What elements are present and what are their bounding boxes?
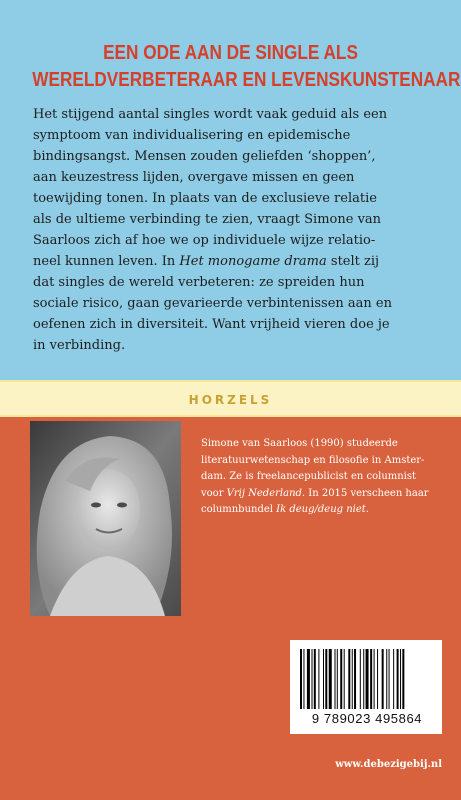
blurb-line: symptoom van individualisering en epidemische [33, 128, 351, 143]
blurb-line: bindingsangst. Mensen zouden geliefden ‘shoppen’, [33, 149, 376, 164]
blurb-line: Het stijgend aantal singles wordt vaak geduid als een [33, 107, 388, 122]
bio-line: literatuurwetenschap en filosofie in Amster- [201, 454, 425, 466]
blurb-line: dat singles de wereld verbeteren: ze spreiden hun [33, 275, 365, 290]
bio-line [201, 486, 451, 503]
blurb-text: neel kunnen leven. In [33, 254, 180, 269]
isbn-number: 9 789023 495864 [311, 711, 423, 726]
author-photo [30, 421, 181, 616]
blurb-line [33, 251, 443, 272]
blurb-line: toewijding tonen. In plaats van de exclusieve relatie [33, 191, 377, 206]
bio-text: columnbundel [201, 504, 277, 515]
barcode-panel [290, 640, 442, 734]
headline [32, 40, 461, 94]
headline-line-1: EEN ODE AAN DE SINGLE ALS [103, 42, 358, 64]
bio-line [201, 502, 451, 519]
blurb-line: sociale risico, gaan gevarieerde verbintenissen aan en [33, 296, 392, 311]
blurb-line: oefenen zich in diversiteit. Want vrijheid vieren doe je [33, 317, 390, 332]
blurb-line: in verbinding. [33, 338, 126, 353]
publisher-imprint: HORZELS [188, 393, 273, 407]
bio-line: Simone van Saarloos (1990) studeerde [201, 438, 398, 449]
author-bio [201, 436, 451, 519]
bio-line: dam. Ze is freelancepublicist en columnist [201, 471, 417, 482]
column-collection-title: Ik deug/deug niet [276, 504, 366, 515]
publisher-band [0, 380, 461, 417]
book-title: Het monogame drama [179, 254, 327, 269]
blurb [33, 104, 443, 419]
headline-line-2: WERELDVERBETERAAR EN LEVENSKUNSTENAAR [32, 69, 461, 91]
publisher-website: www.debezigebij.nl [335, 759, 442, 770]
blurb-line: Saarloos zich af hoe we op individuele wijze relatio- [33, 233, 376, 248]
bio-text: voor [201, 487, 227, 499]
blurb-text: stelt zij [326, 254, 380, 269]
author-portrait-image [30, 421, 181, 616]
bio-text: . In 2015 verscheen haar [301, 487, 429, 499]
bio-text: . [365, 504, 369, 515]
magazine-title: Vrij Nederland [226, 487, 302, 499]
blurb-line: aan keuzestress lijden, overgave missen en geen [33, 170, 355, 185]
blurb-line: als de ultieme verbinding te zien, vraagt Simone van [33, 212, 382, 227]
barcode-image [300, 649, 432, 709]
